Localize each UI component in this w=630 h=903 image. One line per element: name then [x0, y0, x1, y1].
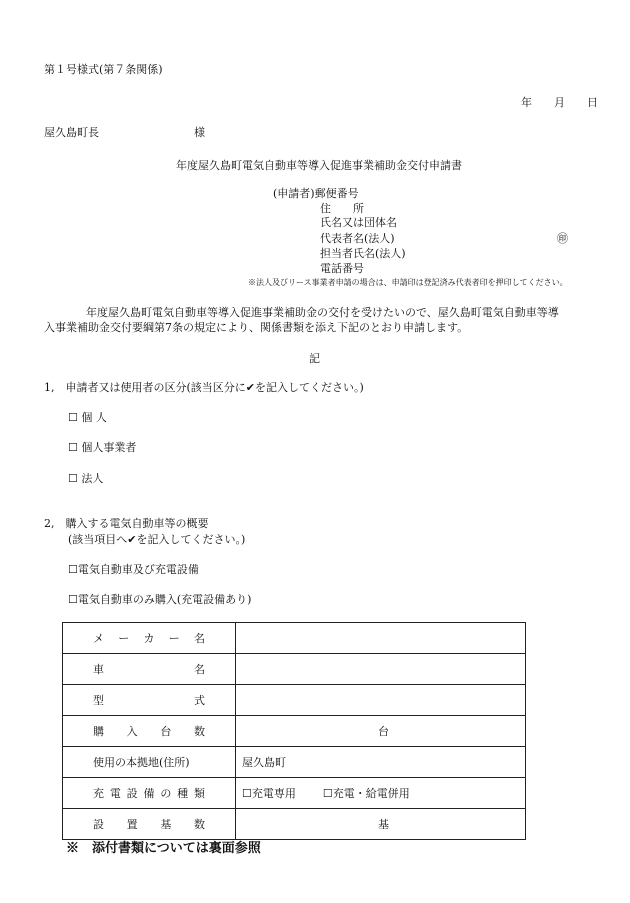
char: 入	[126, 725, 138, 738]
section2-heading: 2, 購入する電気自動車等の概要	[44, 517, 209, 530]
checkbox-ev-and-charger[interactable]: ☐電気自動車及び充電設備	[68, 563, 199, 576]
checkbox-sole-proprietor[interactable]: ☐ 個人事業者	[68, 441, 137, 454]
phone-label: 電話番号	[320, 262, 364, 275]
table-row	[63, 623, 526, 654]
char: 名	[194, 632, 205, 645]
char: 種	[177, 787, 189, 800]
char: カ	[143, 632, 155, 645]
model-value-cell[interactable]	[236, 685, 526, 716]
table-row	[63, 809, 526, 840]
applicant-note: ※法人及びリース事業者申請の場合は、申請印は登記済み代表者印を押印してください。	[248, 278, 568, 287]
install-count-label	[63, 809, 236, 840]
vehicle-table	[62, 622, 526, 840]
char: 設	[126, 787, 138, 800]
checkbox-corporation[interactable]: ☐ 法人	[68, 472, 104, 485]
char: 名	[194, 663, 205, 676]
contact-label: 担当者氏名(法人)	[320, 247, 406, 260]
char: 電	[109, 787, 121, 800]
char: 置	[126, 818, 138, 831]
char: 購	[93, 725, 104, 738]
install-count-unit: 基	[378, 818, 389, 831]
table-row	[63, 747, 526, 778]
base-location-value-cell[interactable]	[236, 747, 526, 778]
install-count-value-cell[interactable]	[236, 809, 526, 840]
char: 類	[193, 787, 205, 800]
car-name-value-cell[interactable]	[236, 654, 526, 685]
charger-type-value-cell	[236, 778, 526, 809]
quantity-label	[63, 716, 236, 747]
seal-icon: ㊞	[557, 232, 568, 245]
char: メ	[93, 632, 104, 645]
maker-label	[63, 623, 236, 654]
checkbox-individual[interactable]: ☐ 個 人	[68, 411, 107, 424]
checkbox-charge-only[interactable]: ☐充電専用	[242, 787, 296, 800]
representative-label: 代表者名(法人)	[320, 232, 395, 245]
char: の	[160, 787, 172, 800]
char: 型	[93, 694, 104, 707]
body-line-2: 入事業補助金交付要綱第7条の規定により、関係書類を添え下記のとおり申請します。	[44, 321, 469, 334]
char: 数	[193, 818, 205, 831]
checkbox-charge-and-supply[interactable]: ☐充電・給電併用	[322, 787, 410, 800]
document-title: 年度屋久島町電気自動車等導入促進事業補助金交付申請書	[176, 159, 462, 172]
table-row	[63, 685, 526, 716]
footnote: ※ 添付書類については裏面参照	[66, 841, 261, 856]
table-row	[63, 778, 526, 809]
car-name-label	[63, 654, 236, 685]
char: 台	[160, 725, 172, 738]
char: 備	[143, 787, 155, 800]
date-line: 年 月 日	[521, 96, 598, 109]
postal-label: (申請者)郵便番号	[273, 187, 359, 200]
char: 車	[93, 663, 104, 676]
section1-heading: 1, 申請者又は使用者の区分(該当区分に✔を記入してください。)	[44, 381, 364, 394]
charger-type-label	[63, 778, 236, 809]
form-number: 第１号様式(第７条関係)	[44, 63, 163, 76]
address-label: 住 所	[320, 202, 364, 215]
checkbox-ev-only[interactable]: ☐電気自動車のみ購入(充電設備あり)	[68, 593, 252, 606]
body-line-1: 年度屋久島町電気自動車等導入促進事業補助金の交付を受けたいので、屋久島町電気自動車等導	[86, 306, 559, 319]
base-location-value: 屋久島町	[242, 756, 286, 769]
base-location-label	[63, 747, 236, 778]
model-label	[63, 685, 236, 716]
ki-mark: 記	[309, 352, 320, 365]
maker-value-cell[interactable]	[236, 623, 526, 654]
char: 数	[193, 725, 205, 738]
table-row	[63, 654, 526, 685]
addressee: 屋久島町長	[44, 126, 99, 139]
quantity-value-cell[interactable]	[236, 716, 526, 747]
quantity-unit: 台	[378, 725, 389, 738]
char: 充	[93, 787, 104, 800]
name-label: 氏名又は団体名	[320, 216, 397, 229]
table-row	[63, 716, 526, 747]
char: 式	[194, 694, 205, 707]
char: ー	[168, 632, 180, 645]
base-location-text: 使用の本拠地(住所)	[93, 756, 190, 769]
section2-subheading: (該当項目へ✔を記入してください。)	[68, 533, 246, 546]
char: ー	[118, 632, 130, 645]
honorific: 様	[194, 126, 205, 139]
char: 基	[160, 818, 172, 831]
char: 設	[93, 818, 104, 831]
